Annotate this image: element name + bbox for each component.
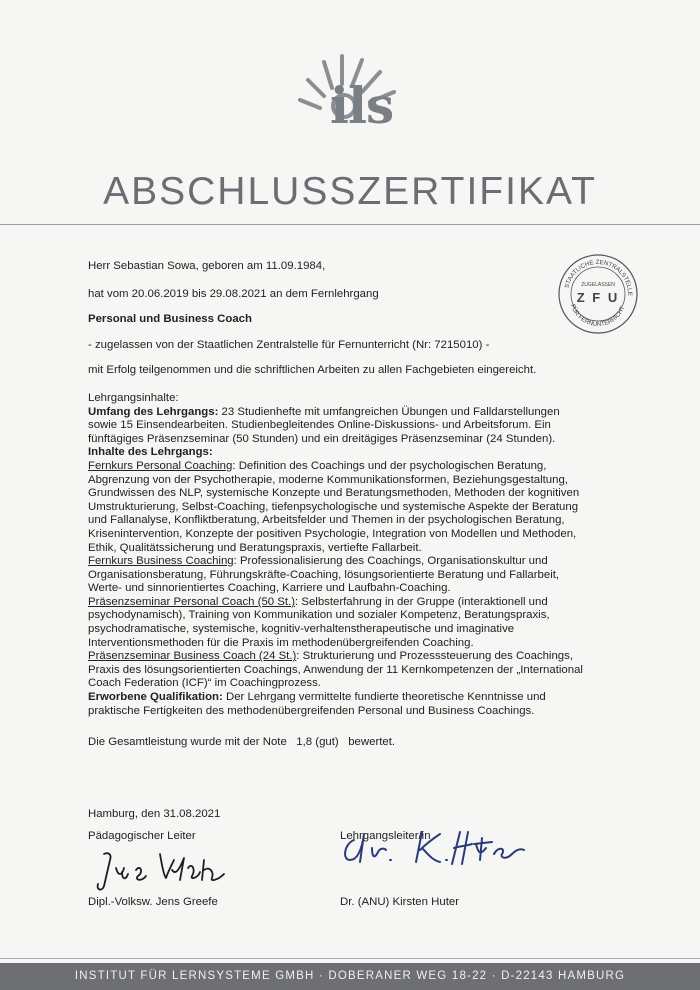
- certificate-body: [88, 260, 628, 750]
- business-coaching-label: Fernkurs Business Coaching: [88, 555, 234, 568]
- personal-coaching-line-7: Ethik, Qualitätssicherung und Beratungspraxis, vertiefte Fallarbeit.: [88, 541, 422, 554]
- seminar-personal-line-2: psychodynamisch), Training von Kommunikation und sozialer Kompetenz, Beratungspraxis,: [88, 609, 550, 622]
- right-signatory-role: Lehrgangsleiter/in: [340, 830, 431, 842]
- right-signatory-name: Dr. (ANU) Kirsten Huter: [340, 896, 459, 908]
- scope-label: Umfang des Lehrgangs:: [88, 405, 219, 418]
- personal-coaching-line-5: und Fallanalyse, Konfliktberatung, Arbeitsfelder und Themen in der psychologischen Beratung,: [88, 514, 565, 527]
- contents-label: Inhalte des Lehrgangs:: [88, 446, 213, 459]
- business-coaching-line-1: Fernkurs Business Coaching: Professionalisierung des Coachings, Organisationskultur und: [88, 555, 548, 568]
- personal-coaching-line-3: Grundwissen des NLP, systemische Konzepte und Beratungsmethoden, Methoden der kognitiven: [88, 487, 580, 500]
- recipient-line: Herr Sebastian Sowa, geboren am 11.09.1984,: [88, 260, 326, 272]
- course-name: Personal und Business Coach: [88, 313, 252, 326]
- svg-text:FÜR FERNUNTERRICHT: FÜR FERNUNTERRICHT: [568, 303, 627, 329]
- seminar-personal-line-1: Präsenzseminar Personal Coach (50 St.): Selbsterfahrung in der Gruppe (interaktionell und: [88, 595, 548, 608]
- seminar-personal-line-4: Interventionsmethoden für die Praxis im methodenübergreifenden Coaching.: [88, 636, 474, 649]
- seminar-business-label: Präsenzseminar Business Coach (24 St.): [88, 650, 297, 663]
- certificate-title: ABSCHLUSSZERTIFIKAT: [103, 170, 597, 213]
- personal-coaching-line-2: Abgrenzung von der Psychotherapie, moderne Kommunikationsformen, Beziehungsgestaltung,: [88, 473, 568, 486]
- grade-value: 1,8 (gut): [296, 736, 339, 749]
- svg-text:ZUGELASSEN: ZUGELASSEN: [581, 282, 615, 288]
- left-signatory-name: Dipl.-Volksw. Jens Greefe: [88, 896, 218, 908]
- personal-coaching-label: Fernkurs Personal Coaching: [88, 459, 233, 472]
- seminar-personal-label: Präsenzseminar Personal Coach (50 St.): [88, 595, 296, 608]
- personal-coaching-line-6: Krisenintervention, Konzepte der positiven Psychologie, Integration von Modellen und Methoden,: [88, 527, 577, 540]
- right-signature-icon: [336, 822, 556, 872]
- qualification-line-1: Erworbene Qualifikation: Der Lehrgang vermittelte fundierte theoretische Kenntnisse und: [88, 691, 546, 704]
- business-coaching-line-2: Organisationsberatung, Führungskräfte-Coaching, lösungsorientierte Beratung und Fallarbeit,: [88, 568, 560, 581]
- seminar-business-line-1: Präsenzseminar Business Coach (24 St.): Strukturierung und Prozesssteuerung des Coachings,: [88, 650, 573, 663]
- approval-line: - zugelassen von der Staatlichen Zentralstelle für Fernunterricht (Nr: 7215010) -: [88, 338, 490, 351]
- qualification-line-2: praktische Fertigkeiten des methodenübergreifenden Personal und Business Coachings.: [88, 704, 535, 717]
- scope-line-3: fünftägiges Präsenzseminar (50 Stunden) und ein dreitägiges Präsenzseminar (24 Stunden).: [88, 432, 556, 445]
- content-heading: Lehrgangsinhalte:: [88, 391, 179, 404]
- seminar-business-line-3: Coach Federation (ICF)“ im Coachingprozess.: [88, 677, 321, 690]
- left-signatory-role: Pädagogischer Leiter: [88, 830, 196, 842]
- qualification-label: Erworbene Qualifikation:: [88, 691, 223, 704]
- grade-line: Die Gesamtleistung wurde mit der Note 1,8 (gut) bewertet.: [88, 736, 396, 749]
- footer-divider: [0, 958, 700, 959]
- completion-line: mit Erfolg teilgenommen und die schriftlichen Arbeiten zu allen Fachgebieten eingereicht.: [88, 364, 537, 377]
- title-divider: [0, 224, 700, 225]
- scope-line-2: sowie 15 Einsendearbeiten. Studienbegleitendes Online-Diskussions- und Arbeitsforum. Ein: [88, 419, 551, 432]
- period-line: hat vom 20.06.2019 bis 29.08.2021 an dem Fernlehrgang: [88, 287, 379, 300]
- footer-address: INSTITUT FÜR LERNSYSTEME GMBH · DOBERANER WEG 18-22 · D-22143 HAMBURG: [0, 963, 700, 990]
- seminar-business-line-2: Praxis des lösungsorientierten Coachings, Anwendung der 11 Kernkompetenzen der „International: [88, 663, 583, 676]
- svg-text:Z F U: Z F U: [576, 290, 620, 305]
- personal-coaching-line-1: Fernkurs Personal Coaching: Definition des Coachings und der psychologischen Beratung,: [88, 459, 547, 472]
- scope-line-1: Umfang des Lehrgangs: 23 Studienhefte mit umfangreichen Übungen und Falldarstellungen: [88, 405, 560, 418]
- business-coaching-line-3: Werte- und sinnorientiertes Coaching, Karriere und Laufbahn-Coaching.: [88, 582, 451, 595]
- svg-text:STAATLICHE ZENTRALSTELLE: STAATLICHE ZENTRALSTELLE: [563, 258, 634, 296]
- place-date: Hamburg, den 31.08.2021: [88, 808, 221, 820]
- left-signature-icon: [92, 846, 242, 894]
- logo-wordmark: ils: [330, 76, 394, 135]
- seminar-personal-line-3: psychodramatische, systemische, kognitiv-verhaltenstherapeutische und imaginative: [88, 623, 515, 636]
- personal-coaching-line-4: Umstrukturierung, Selbst-Coaching, tiefenpsychologische und systemische Aspekte der Beratung: [88, 500, 579, 513]
